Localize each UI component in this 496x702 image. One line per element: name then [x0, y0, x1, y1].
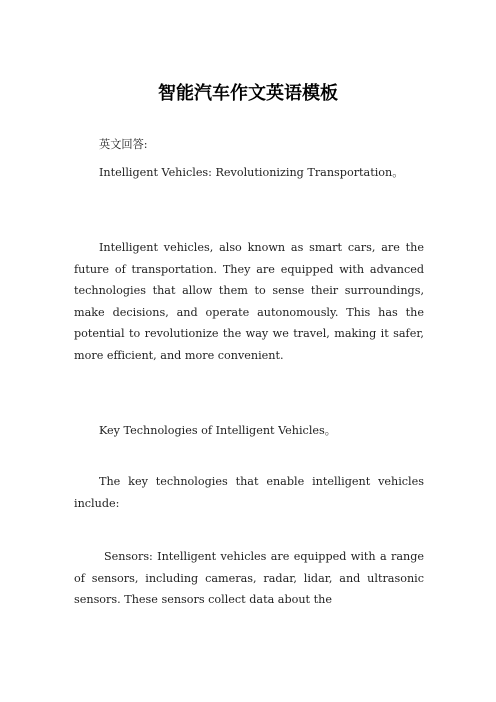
intro-paragraph: Intelligent vehicles, also known as smart cars, are the future of transportation. They are equipped with advanced technologies that allow them to sense their surroundings, make decisions, and operate autonomously. This has the potential to revolutionize the way we travel, making it safer, more efficient, and more convenient. [74, 241, 424, 362]
answer-label: 英文回答: [99, 138, 148, 151]
essay-heading: Intelligent Vehicles: Revolutionizing Transportation。 [99, 166, 404, 179]
sensors-paragraph: Sensors: Intelligent vehicles are equipped with a range of sensors, including cameras, radar, lidar, and ultrasonic sensors. These sensors collect data about the [74, 550, 424, 606]
key-technologies-intro: The key technologies that enable intelligent vehicles include: [74, 475, 424, 510]
key-technologies-heading: Key Technologies of Intelligent Vehicles。 [99, 424, 336, 437]
document-title: 智能汽车作文英语模板 [158, 83, 338, 104]
